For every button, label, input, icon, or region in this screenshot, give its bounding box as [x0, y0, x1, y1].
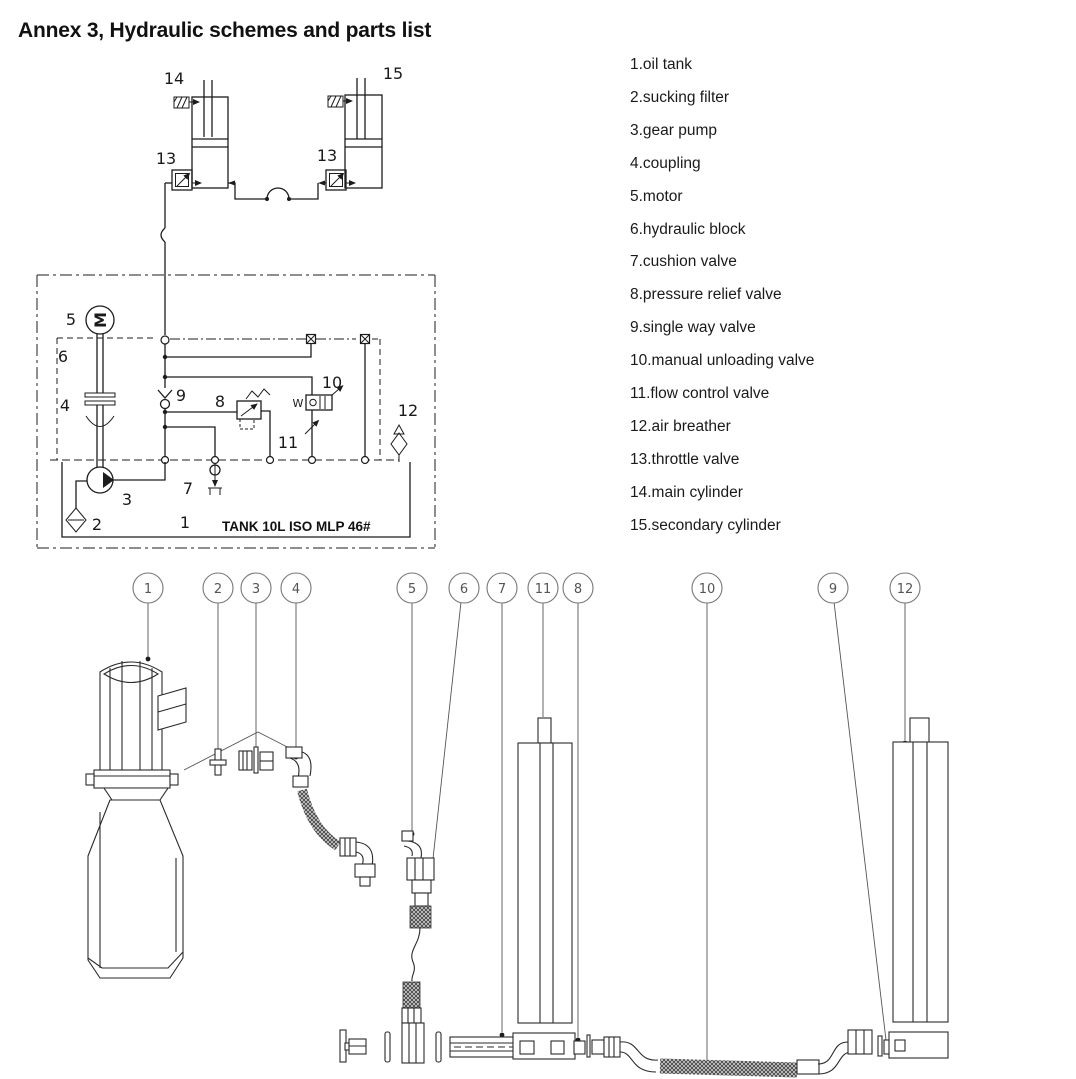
label-7: 7 [182, 479, 194, 498]
label-3: 3 [121, 490, 133, 509]
label-15: 15 [382, 64, 404, 83]
label-1: 1 [179, 513, 191, 532]
label-14: 14 [163, 69, 185, 88]
label-4: 4 [59, 396, 71, 415]
parts-list-item: 1.oil tank [630, 56, 693, 73]
filter-symbol [66, 508, 86, 532]
label-5: 5 [65, 310, 77, 329]
tank-spec-label: TANK 10L ISO MLP 46# [222, 519, 371, 534]
motor-letter: M [91, 312, 110, 328]
parts-list-item: 4.coupling [630, 154, 701, 172]
parts-list [630, 49, 814, 543]
parts-list-item: 9.single way valve [630, 319, 756, 337]
parts-list-item: 13.throttle valve [630, 450, 740, 468]
parts-list-item: 10.manual unloading valve [630, 352, 815, 370]
callout-8 [563, 573, 593, 603]
callout-7 [487, 573, 517, 603]
label-12: 12 [397, 401, 419, 420]
parts-list-item: 15.secondary cylinder [630, 516, 781, 534]
fitting-parts-row [210, 747, 311, 787]
relief-valve-symbol [237, 389, 270, 456]
center-cylinder-drawing [513, 718, 604, 1059]
parts-list-item: 12.air breather [630, 417, 731, 435]
label-10: 10 [321, 373, 343, 392]
svg-text:3: 3 [251, 582, 261, 597]
secondary-cylinder-symbol [328, 78, 382, 188]
hydraulic-schematic [37, 64, 435, 548]
svg-text:10: 10 [698, 582, 716, 597]
throttle-valve-right-symbol [326, 170, 350, 190]
callout-6 [449, 573, 479, 603]
svg-text:2: 2 [213, 582, 223, 597]
bottom-fittings-row [340, 1030, 441, 1062]
label-8: 8 [214, 392, 226, 411]
svg-text:7: 7 [497, 582, 507, 597]
motor-tank-assembly [86, 661, 297, 978]
parts-list-item: 14.main cylinder [630, 483, 743, 501]
callout-11 [528, 573, 558, 603]
hose-assembly-bottom [604, 1030, 900, 1074]
parts-list-item: 5.motor [630, 187, 683, 205]
right-cylinder-drawing [889, 718, 948, 1058]
svg-text:5: 5 [407, 582, 417, 597]
motor-symbol [86, 306, 114, 334]
throttle-valve-left-symbol [172, 170, 196, 190]
air-breather-symbol [391, 425, 407, 462]
svg-text:11: 11 [534, 582, 552, 597]
label-13-right: 13 [316, 146, 338, 165]
exploded-parts-diagram [86, 573, 948, 1074]
callout-10 [692, 573, 722, 603]
parts-list-item: 8.pressure relief valve [630, 286, 782, 304]
svg-text:4: 4 [291, 582, 301, 597]
callout-1 [133, 573, 163, 603]
svg-text:12: 12 [896, 582, 914, 597]
label-11: 11 [277, 433, 299, 452]
svg-text:1: 1 [143, 582, 153, 597]
svg-text:8: 8 [573, 582, 583, 597]
parts-list-item: 11.flow control valve [630, 385, 770, 403]
unloading-valve-symbol [293, 389, 339, 410]
flow-control-symbol [305, 424, 315, 434]
parts-list-item: 2.sucking filter [630, 88, 730, 106]
callout-2 [203, 573, 233, 603]
callout-12 [890, 573, 920, 603]
label-13-left: 13 [155, 149, 177, 168]
pump-symbol [76, 462, 165, 508]
parts-list-item: 7.cushion valve [630, 253, 737, 271]
check-valve-symbol [158, 390, 172, 409]
manifold-block-drawing [450, 1037, 520, 1057]
hose-assembly-left [302, 790, 375, 886]
label-6: 6 [57, 347, 69, 366]
unloading-valve-letter: W [292, 397, 304, 410]
callout-4 [281, 573, 311, 603]
svg-text:6: 6 [459, 582, 469, 597]
cushion-valve-symbol [208, 464, 222, 495]
label-9: 9 [175, 386, 187, 405]
page-title: Annex 3, Hydraulic schemes and parts list [18, 19, 432, 43]
callout-9 [818, 573, 848, 603]
svg-text:9: 9 [828, 582, 838, 597]
callout-5 [397, 573, 427, 603]
parts-list-item: 3.gear pump [630, 121, 718, 139]
label-2: 2 [91, 515, 103, 534]
coupling-symbol [85, 334, 115, 467]
callouts [133, 573, 920, 603]
parts-list-item: 6.hydraulic block [630, 220, 746, 238]
hose-assembly-center [402, 831, 434, 1063]
callout-3 [241, 573, 271, 603]
main-cylinder-symbol [174, 80, 228, 188]
